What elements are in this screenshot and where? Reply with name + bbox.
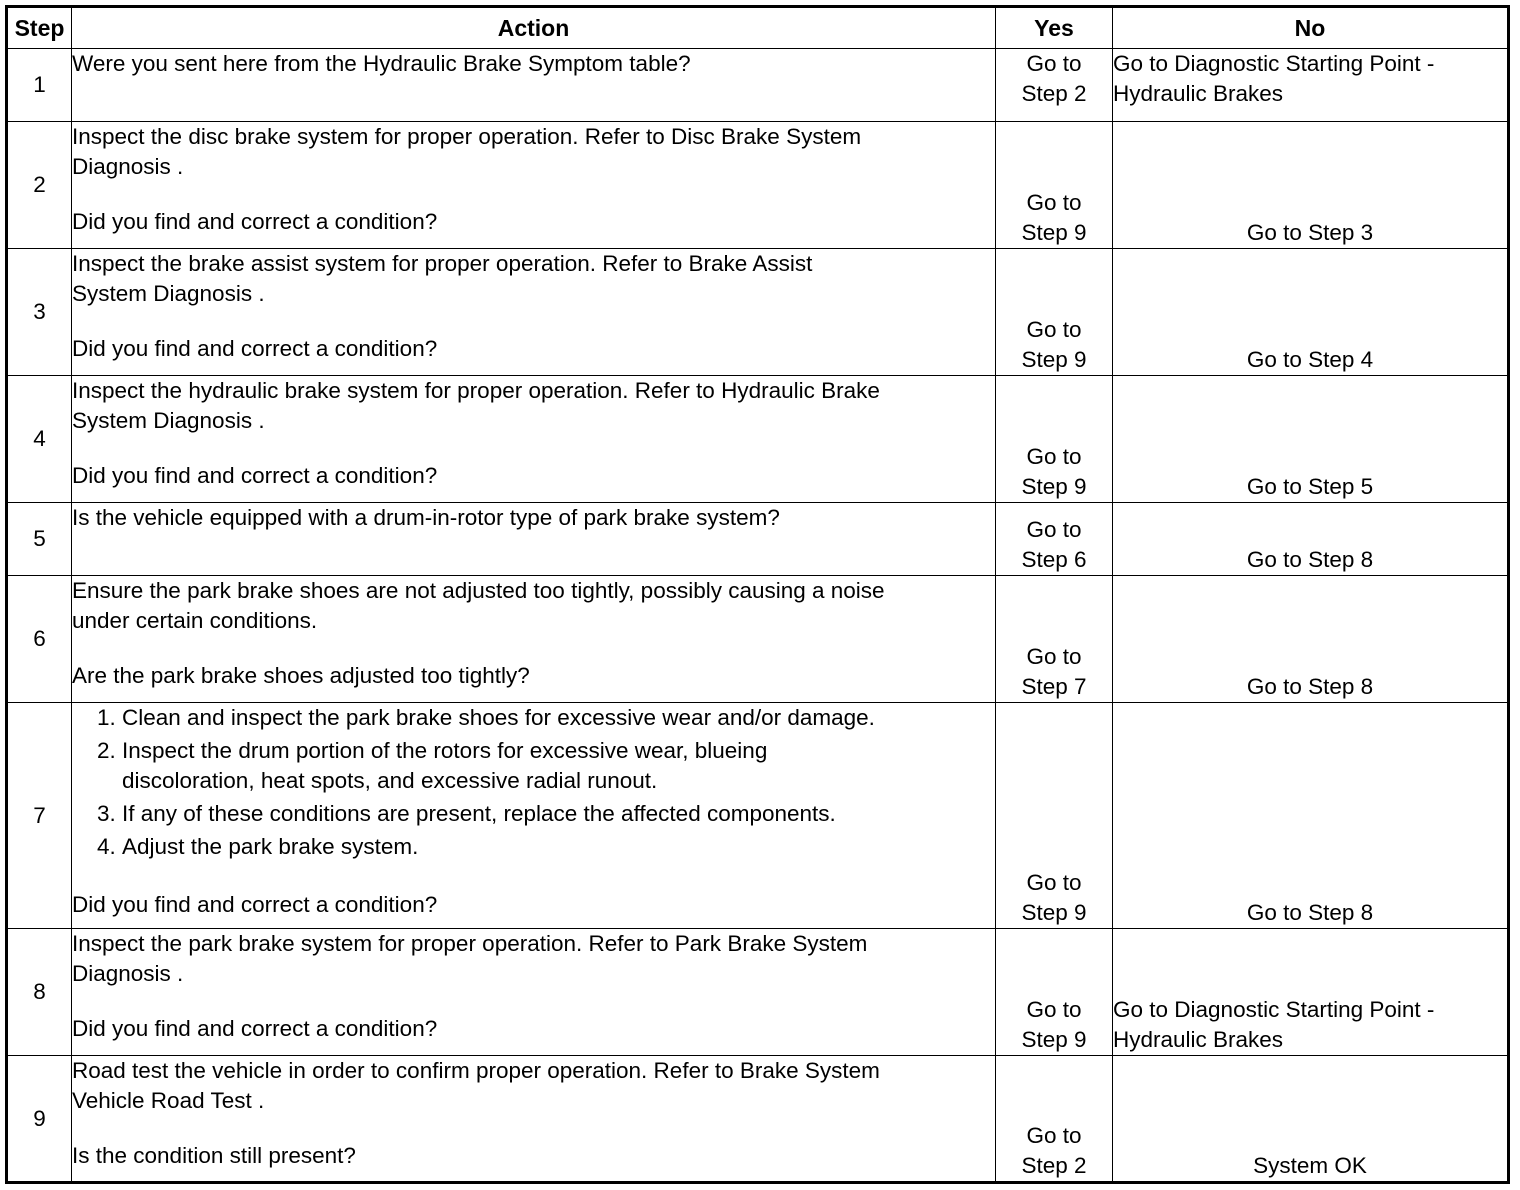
yes-line: Step 6 <box>1021 547 1087 572</box>
yes-line: Step 9 <box>1021 347 1087 372</box>
table-row <box>7 703 1509 929</box>
action-cell <box>72 249 996 376</box>
yes-line: Step 7 <box>1021 674 1087 699</box>
no-cell <box>1113 503 1509 576</box>
action-question: Are the park brake shoes adjusted too tightly? <box>72 663 530 688</box>
no-cell <box>1113 1056 1509 1183</box>
header-row <box>7 7 1509 49</box>
step-number: 3 <box>7 249 72 376</box>
no-cell <box>1113 929 1509 1056</box>
no-line: Go to Step 5 <box>1246 474 1374 499</box>
yes-line: Step 9 <box>1021 474 1087 499</box>
no-line: Hydraulic Brakes <box>1113 81 1284 106</box>
step-number: 2 <box>7 122 72 249</box>
yes-line: Go to <box>1026 644 1082 669</box>
no-line: Hydraulic Brakes <box>1113 1027 1284 1052</box>
header-yes: Yes <box>996 7 1113 49</box>
list-item: 4. Adjust the park brake system. <box>122 832 995 862</box>
no-cell <box>1113 576 1509 703</box>
step-number: 1 <box>7 49 72 122</box>
yes-cell <box>996 503 1113 576</box>
action-cell <box>72 376 996 503</box>
list-item: 2. Inspect the drum portion of the rotors for excessive wear, blueing discoloration, heat spots, and excessive radial runout. <box>122 736 995 796</box>
no-cell <box>1113 249 1509 376</box>
yes-cell <box>996 929 1113 1056</box>
table-row <box>7 503 1509 576</box>
action-cell <box>72 122 996 249</box>
step-number: 6 <box>7 576 72 703</box>
step-number: 7 <box>7 703 72 929</box>
yes-line: Go to <box>1026 51 1082 76</box>
table-row <box>7 576 1509 703</box>
action-question: Did you find and correct a condition? <box>72 1016 438 1041</box>
action-text: Ensure the park brake shoes are not adjusted too tightly, possibly causing a noise <box>72 578 885 603</box>
yes-line: Step 2 <box>1021 1153 1087 1178</box>
procedure-list <box>72 703 995 862</box>
yes-cell <box>996 576 1113 703</box>
table-row <box>7 929 1509 1056</box>
yes-line: Step 9 <box>1021 1027 1087 1052</box>
no-line: Go to Step 3 <box>1246 220 1374 245</box>
header-no: No <box>1113 7 1509 49</box>
action-text: under certain conditions. <box>72 608 318 633</box>
action-text: Inspect the park brake system for proper operation. Refer to Park Brake System <box>72 931 868 956</box>
action-cell <box>72 703 996 929</box>
step-number: 5 <box>7 503 72 576</box>
yes-line: Go to <box>1026 190 1082 215</box>
step-number: 4 <box>7 376 72 503</box>
action-cell <box>72 1056 996 1183</box>
action-text: Diagnosis . <box>72 154 184 179</box>
no-cell <box>1113 376 1509 503</box>
list-item: 1. Clean and inspect the park brake shoes for excessive wear and/or damage. <box>122 703 995 733</box>
action-text: Diagnosis . <box>72 961 184 986</box>
no-cell <box>1113 122 1509 249</box>
action-question: Did you find and correct a condition? <box>72 336 438 361</box>
yes-line: Step 9 <box>1021 220 1087 245</box>
yes-cell <box>996 376 1113 503</box>
table-row <box>7 376 1509 503</box>
yes-cell <box>996 249 1113 376</box>
action-text: Inspect the hydraulic brake system for proper operation. Refer to Hydraulic Brake <box>72 378 880 403</box>
action-question: Did you find and correct a condition? <box>72 209 438 234</box>
table-row <box>7 122 1509 249</box>
no-line: Go to Diagnostic Starting Point - <box>1113 997 1435 1022</box>
yes-line: Step 2 <box>1021 81 1087 106</box>
step-number: 8 <box>7 929 72 1056</box>
action-text: Inspect the disc brake system for proper operation. Refer to Disc Brake System <box>72 124 862 149</box>
yes-line: Go to <box>1026 317 1082 342</box>
no-line: Go to Step 8 <box>1246 674 1374 699</box>
yes-cell <box>996 703 1113 929</box>
step-number: 9 <box>7 1056 72 1183</box>
yes-line: Go to <box>1026 444 1082 469</box>
action-question: Is the condition still present? <box>72 1143 356 1168</box>
no-line: Go to Diagnostic Starting Point - <box>1113 51 1435 76</box>
action-text: Road test the vehicle in order to confirm proper operation. Refer to Brake System <box>72 1058 880 1083</box>
action-text: Were you sent here from the Hydraulic Brake Symptom table? <box>72 51 691 76</box>
no-line: Go to Step 8 <box>1246 900 1374 925</box>
yes-line: Go to <box>1026 870 1082 895</box>
yes-cell <box>996 49 1113 122</box>
header-action: Action <box>72 7 996 49</box>
no-line: System OK <box>1253 1153 1367 1178</box>
yes-line: Go to <box>1026 997 1082 1022</box>
no-cell <box>1113 703 1509 929</box>
yes-cell <box>996 1056 1113 1183</box>
action-question: Did you find and correct a condition? <box>72 463 438 488</box>
action-text: System Diagnosis . <box>72 281 265 306</box>
yes-line: Go to <box>1026 517 1082 542</box>
list-item: 3. If any of these conditions are present, replace the affected components. <box>122 799 995 829</box>
table-row <box>7 49 1509 122</box>
header-step: Step <box>7 7 72 49</box>
action-text: Is the vehicle equipped with a drum-in-rotor type of park brake system? <box>72 505 780 530</box>
action-text: Inspect the brake assist system for proper operation. Refer to Brake Assist <box>72 251 813 276</box>
yes-line: Step 9 <box>1021 900 1087 925</box>
table-row <box>7 249 1509 376</box>
yes-cell <box>996 122 1113 249</box>
no-line: Go to Step 8 <box>1246 547 1374 572</box>
action-cell <box>72 503 996 576</box>
table-row <box>7 1056 1509 1183</box>
diagnostic-table <box>5 5 1510 1184</box>
no-cell <box>1113 49 1509 122</box>
no-line: Go to Step 4 <box>1246 347 1374 372</box>
action-cell <box>72 49 996 122</box>
action-text: Vehicle Road Test . <box>72 1088 265 1113</box>
action-cell <box>72 929 996 1056</box>
action-cell <box>72 576 996 703</box>
action-question: Did you find and correct a condition? <box>72 892 438 917</box>
action-text: System Diagnosis . <box>72 408 265 433</box>
yes-line: Go to <box>1026 1123 1082 1148</box>
